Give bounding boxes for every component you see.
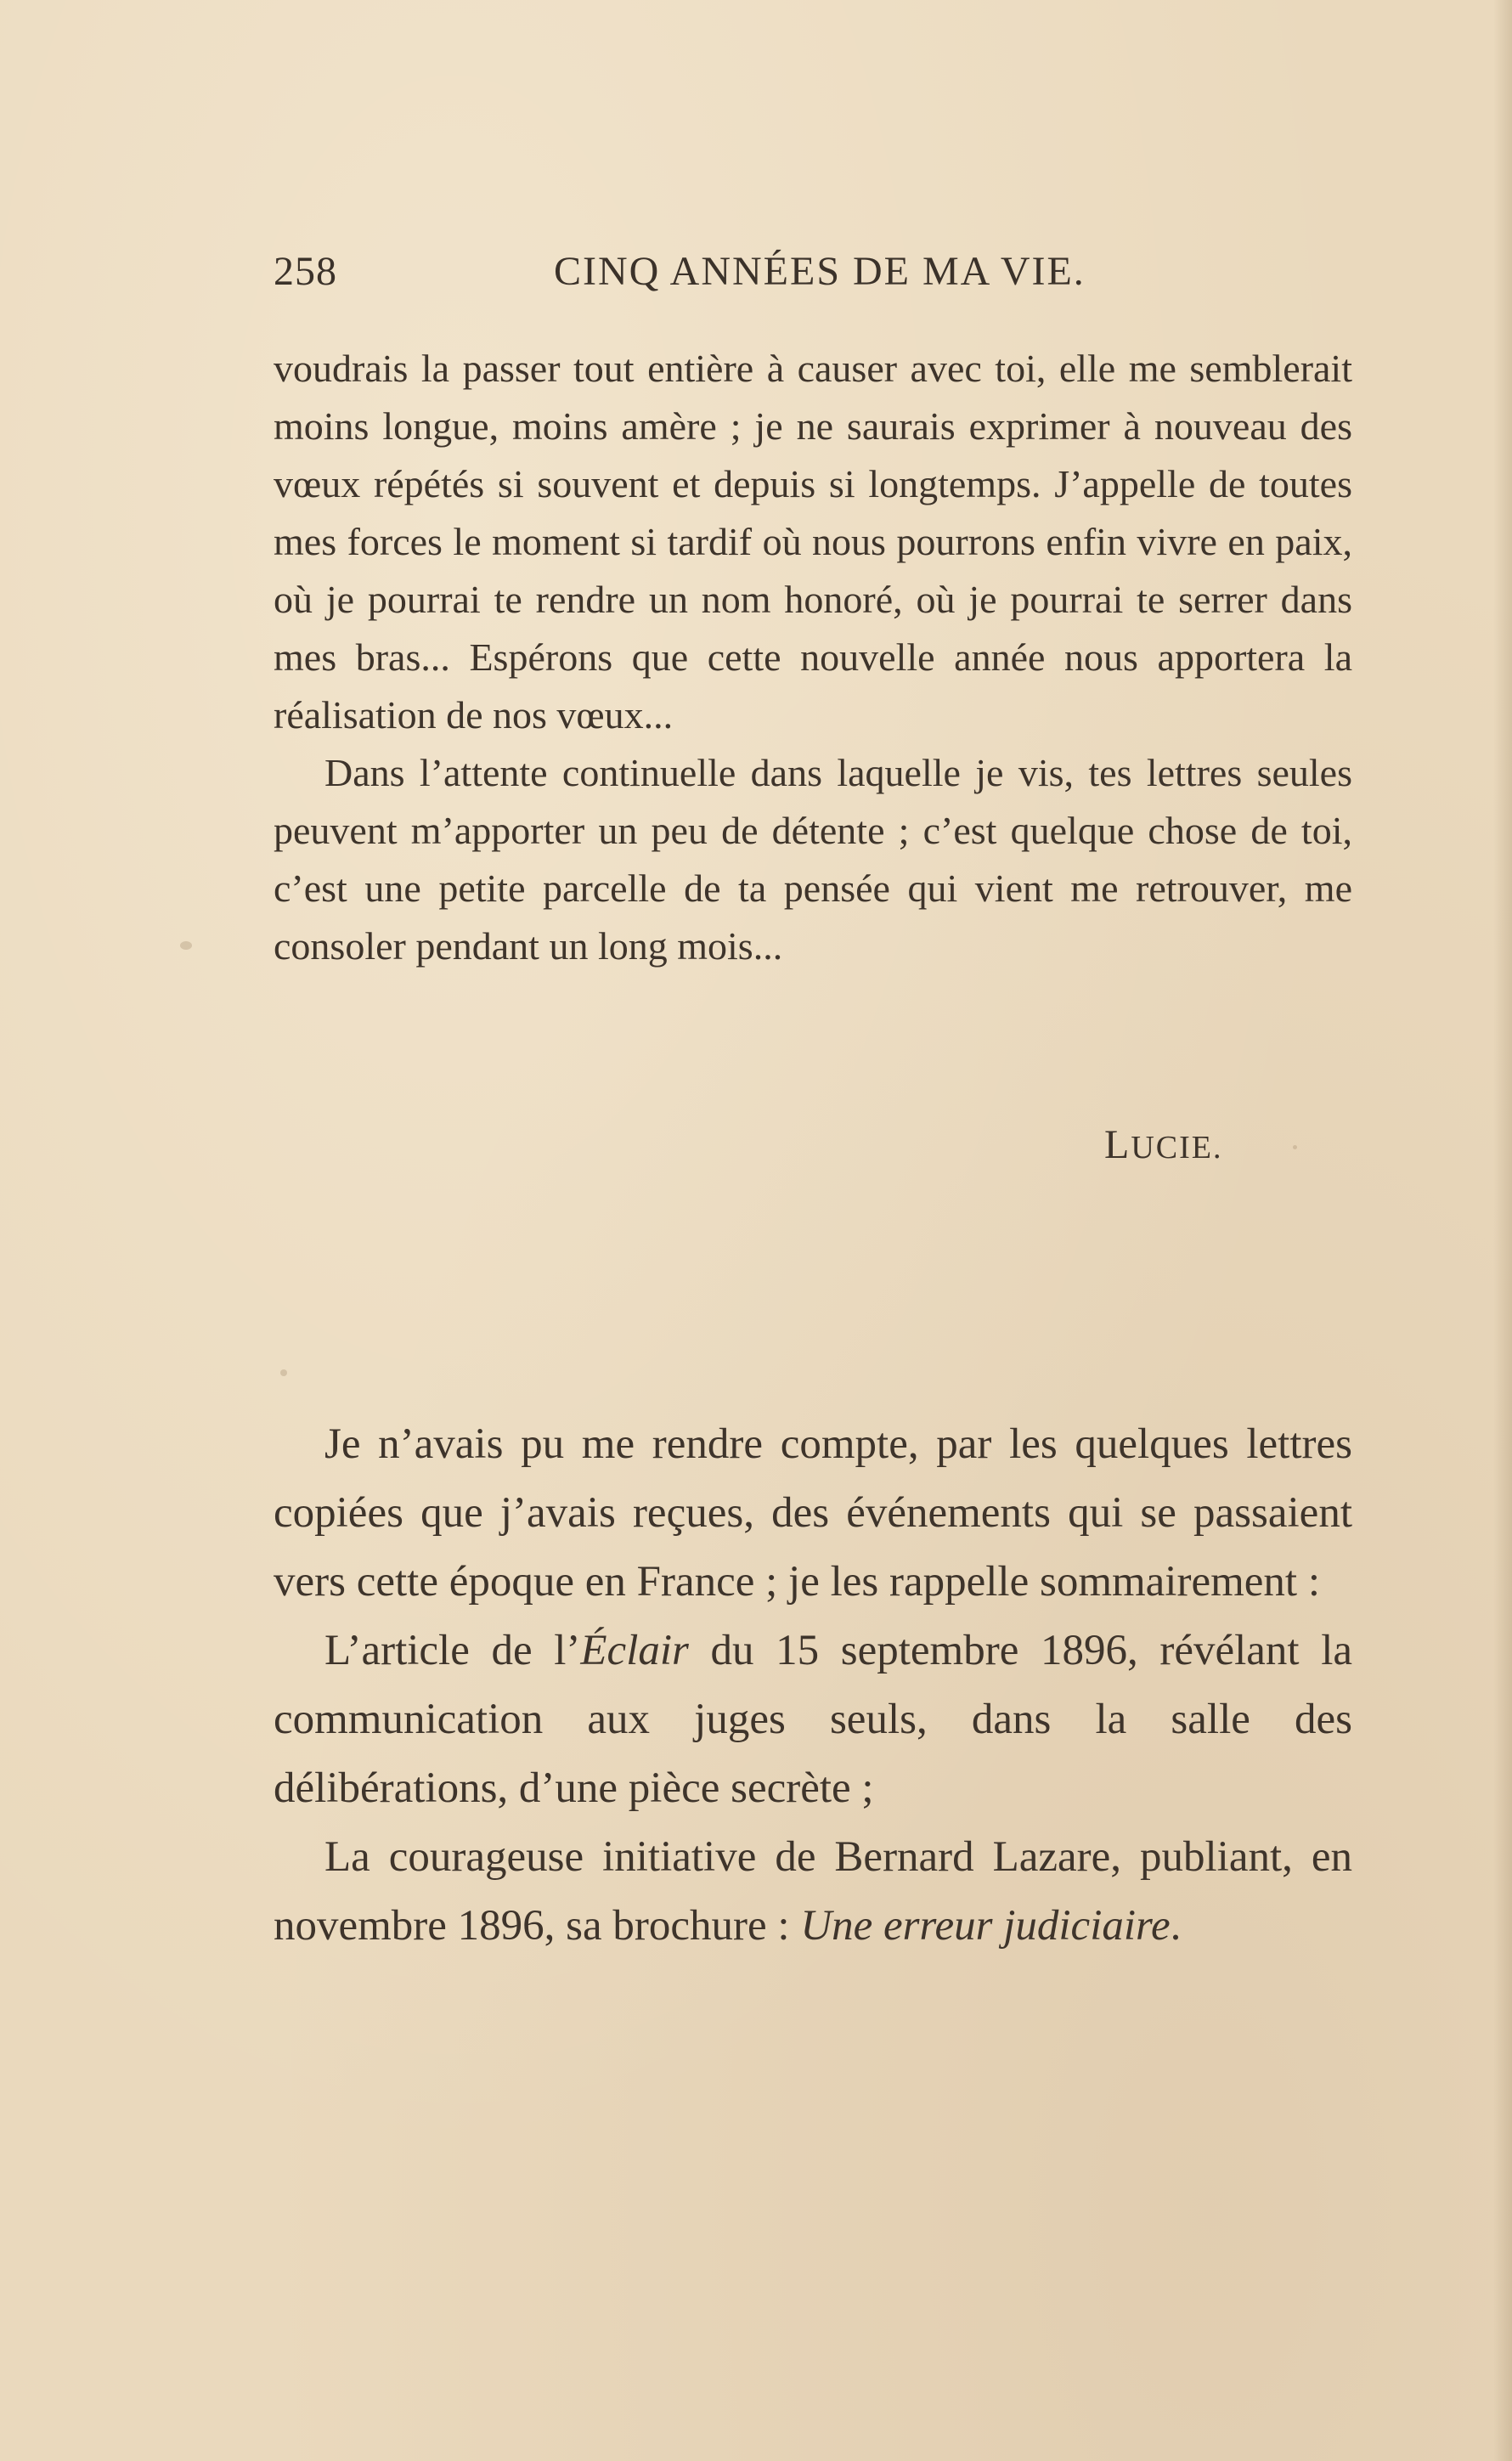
narrative-text	[274, 1410, 1352, 1961]
narrative-paragraph-1: Je n’avais pu me rendre compte, par les quelques lettres copiées que j’avais reçues, des événements qui se passaient vers cette époque en France ; je les rappelle sommairement :	[274, 1420, 1352, 1606]
narrative-p3-start: La courageuse initiative de Bernard Lazare, publiant, en novembre 1896, sa brochure :	[274, 1833, 1352, 1950]
signature-initial: L	[1104, 1122, 1131, 1167]
narrative-p2-end: du 15 septembre 1896, révélant la communication aux juges seuls, dans la salle des délibérations, d’une pièce secrète ;	[274, 1627, 1352, 1812]
running-title: CINQ ANNÉES DE MA VIE.	[554, 249, 1086, 294]
page-edge-shadow	[1493, 0, 1512, 2461]
paper-speck	[280, 1369, 287, 1376]
paper-speck	[1293, 1145, 1297, 1149]
letter-excerpt	[274, 340, 1352, 975]
letter-paragraph-1: voudrais la passer tout entière à causer avec toi, elle me semblerait moins longue, moins amère ; je ne saurais exprimer à nouveau des vœux répétés si souvent et depuis si longtemps. J’appelle de toutes mes forces le moment si tardif où nous pourrons enfin vivre en paix, où je pourrai te rendre un nom honoré, où je pourrai te serrer dans mes bras... Espérons que cette nouvelle année nous apportera la réalisation de nos vœux...	[274, 347, 1352, 737]
page-header	[274, 248, 1352, 299]
letter-paragraph-2: Dans l’attente continuelle dans laquelle je vis, tes lettres seules peuvent m’apporter un peu de détente ; c’est quelque chose de toi, c’est une petite parcelle de ta pensée qui vient me retrouver, me consoler pendant un long mois...	[274, 751, 1352, 968]
page-number: 258	[274, 249, 337, 294]
brochure-title: Une erreur judiciaire	[800, 1902, 1171, 1950]
signature-rest: UCIE.	[1131, 1130, 1223, 1166]
narrative-p2-start: L’article de	[324, 1627, 555, 1674]
narrative-paragraph-2	[274, 1617, 1352, 1823]
letter-signature	[1104, 1121, 1222, 1168]
newspaper-title: Éclair	[580, 1627, 689, 1674]
narrative-p2-article: l’	[554, 1627, 581, 1674]
paper-speck	[180, 941, 192, 950]
narrative-paragraph-3	[274, 1823, 1352, 1961]
narrative-p3-end: .	[1170, 1902, 1182, 1950]
